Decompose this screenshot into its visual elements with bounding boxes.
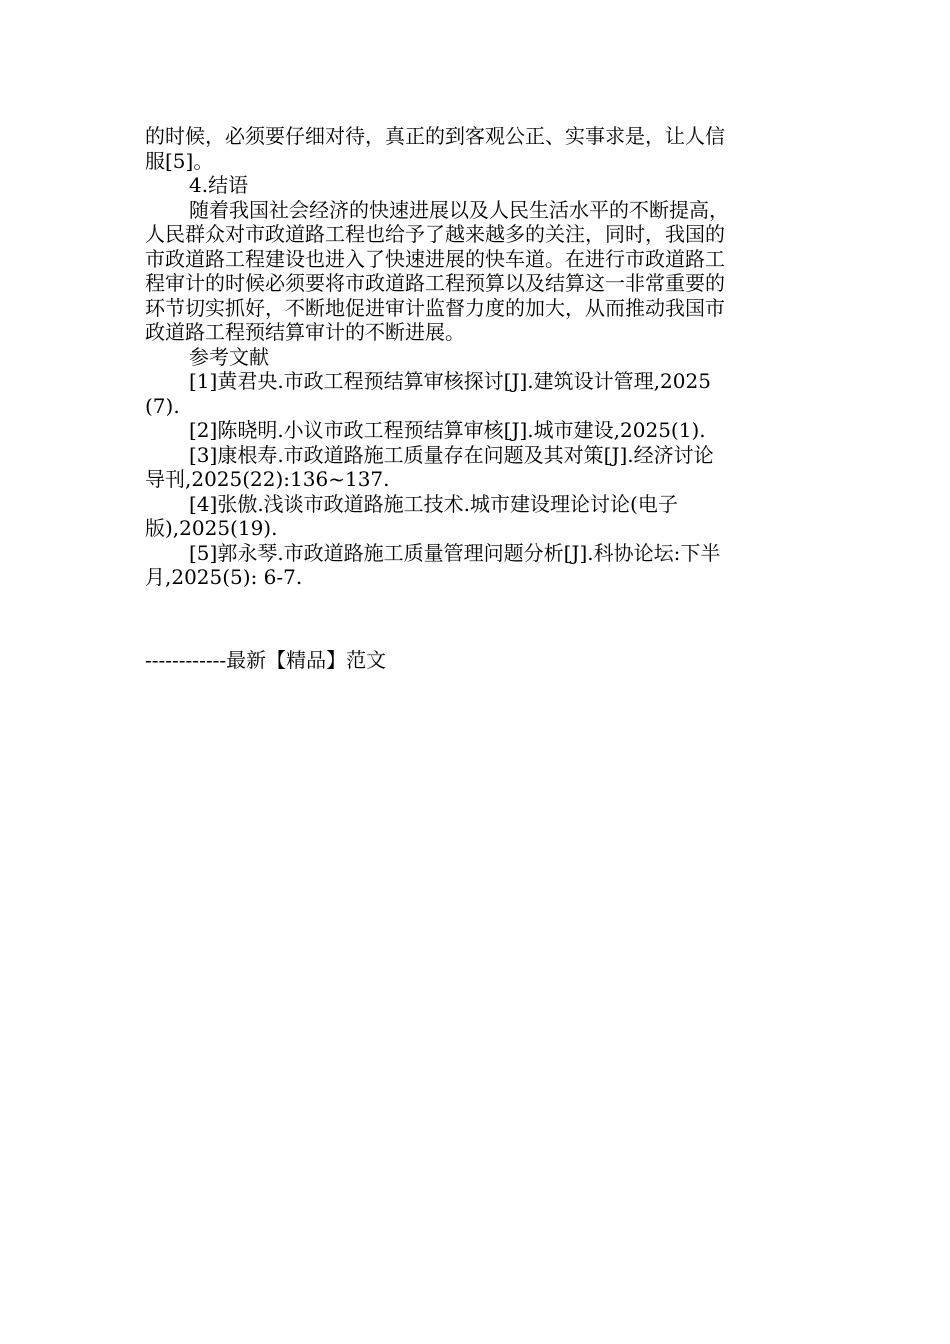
references-heading: 参考文献 (189, 344, 269, 369)
footer-text: ------------最新【精品】范文 (145, 648, 387, 672)
conclusion-line: 人民群众对市政道路工程也给予了越来越多的关注，同时，我国的 (145, 222, 725, 246)
conclusion-line: 市政道路工程建设也进入了快速进展的快车道。在进行市政道路工 (145, 246, 725, 271)
reference-item-1-cont: (7). (145, 393, 180, 418)
conclusion-line: 政道路工程预结算审计的不断进展。 (145, 320, 465, 344)
conclusion-heading: 4.结语 (189, 173, 249, 197)
document-body (145, 124, 805, 590)
reference-item-1: [1]黄君央.市政工程预结算审核探讨[J].建筑设计管理,2025 (189, 369, 711, 393)
reference-item-5: [5]郭永琴.市政道路施工质量管理问题分析[J].科协论坛:下半 (189, 540, 721, 565)
reference-item-4-cont: 版),2025(19). (145, 516, 278, 540)
reference-item-3: [3]康根寿.市政道路施工质量存在问题及其对策[J].经济讨论 (189, 442, 714, 467)
reference-item-5-cont: 月,2025(5): 6-7. (145, 565, 303, 589)
reference-item-3-cont: 导刊,2025(22):136~137. (145, 467, 390, 491)
paragraph-tail-line: 的时候，必须要仔细对待，真正的到客观公正、实事求是，让人信 (145, 124, 725, 148)
conclusion-line: 程审计的时候必须要将市政道路工程预算以及结算这一非常重要的 (145, 271, 725, 295)
reference-item-4: [4]张傲.浅谈市政道路施工技术.城市建设理论讨论(电子 (189, 491, 678, 516)
paragraph-tail-line: 服[5]。 (145, 148, 214, 173)
conclusion-line: 环节切实抓好，不断地促进审计监督力度的加大，从而推动我国市 (145, 295, 725, 320)
conclusion-line: 随着我国社会经济的快速进展以及人民生活水平的不断提高， (189, 197, 729, 222)
reference-item-2: [2]陈晓明.小议市政工程预结算审核[J].城市建设,2025(1). (189, 418, 706, 442)
